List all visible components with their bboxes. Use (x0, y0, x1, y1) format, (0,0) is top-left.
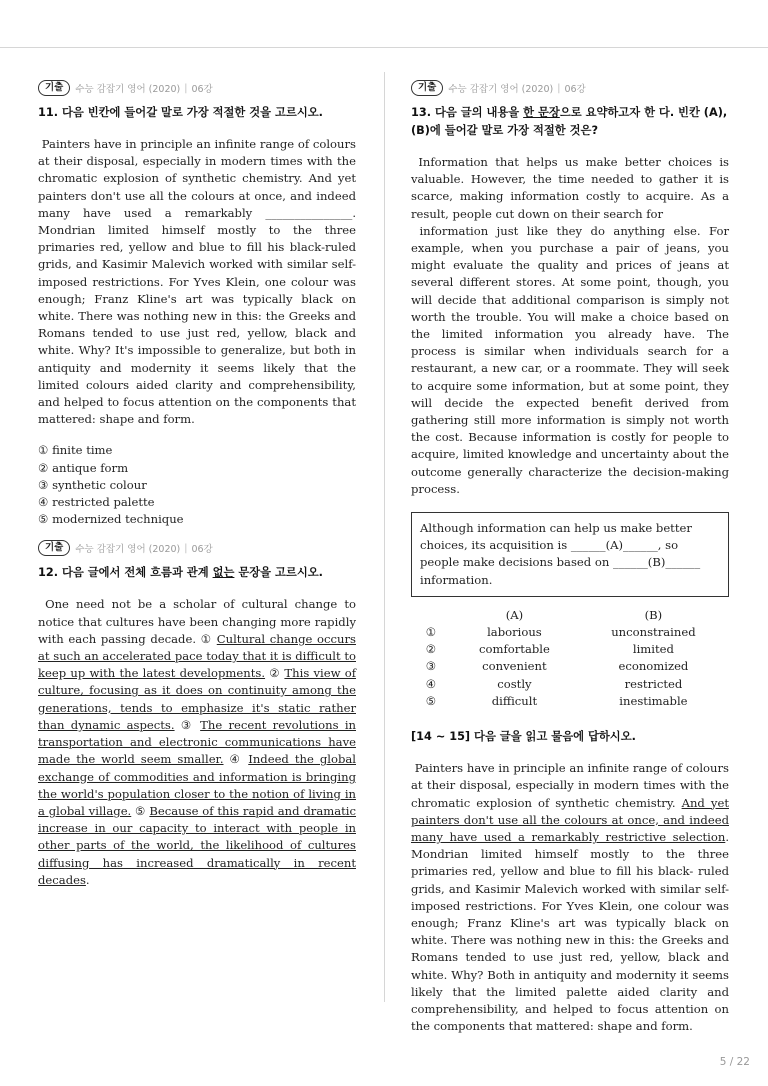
choice-3[interactable]: ③ synthetic colour (38, 477, 147, 492)
option-row[interactable]: ⑤ difficult inestimable (425, 693, 688, 708)
source-unit: 06강 (564, 84, 586, 95)
source-line (38, 540, 356, 556)
right-column (411, 80, 729, 1035)
separator: | (557, 82, 561, 94)
options-header (411, 607, 729, 624)
sentence-5: Because of this rapid and dramatic increase in our capacity to interact with people in other parts of the world, the likelihood of cultures diffusing has increased dramatically in recent decades (38, 803, 357, 887)
choice-1[interactable]: ① finite time (38, 443, 113, 458)
choice-2[interactable]: ② antique form (38, 460, 129, 475)
passage-text: Painters have in principle an infinite range of colours at their disposal, especially in modern times with the chromatic explosion of synthetic chemistry. And yet painters don't use all the colours at once, and indeed many have used a remarkably (38, 137, 356, 220)
source-book: 수능 감잡기 영어 (2020) (75, 544, 181, 556)
question-title: 12. 다음 글에서 전체 흐름과 관계 없는 문장을 고르시오. (38, 566, 323, 580)
left-column (38, 80, 356, 889)
question-title: 13. 다음 글의 내용을 한 문장으로 요약하고자 한 다. 빈칸 (A), (B)에 들어갈 말로 가장 적절한 것은? (411, 106, 728, 137)
sentence-3: The recent revolutions in transportation and electronic communications have made the world seem smaller. (38, 717, 356, 767)
sentence-marker-5: ⑤ (131, 803, 150, 818)
source-badge: 기출 (411, 80, 443, 96)
option-row[interactable]: ④ costly restricted (425, 676, 683, 691)
source-badge: 기출 (38, 80, 70, 96)
passage-text: Mondrian limited himself mostly to the three primaries red, yellow and blue to fill his black-ruled grids, and Kasimir Malevich worked with similar self-imposed restrictions. For Yves Klein, one colour was enough; Franz Kline's art was typically black on white. There was nothing new in this: the Greeks and Romans tended to use just red, yellow, black and white. Why? It's impossible to generalize, but both in antiquity and modernity it seems likely that the limited colours aided clarity and comprehensibility, and helped to focus attention on the components that mattered: shape and form. (38, 223, 356, 427)
sentence-4: Indeed the global exchange of commodities and information is bringing the world's population closer to the notion of living in a global village. (38, 752, 356, 818)
options-table (411, 607, 729, 710)
top-rule (0, 47, 768, 48)
choice-5[interactable]: ⑤ modernized technique (38, 512, 184, 527)
question-title: 11. 다음 빈칸에 들어갈 말로 가장 적절한 것을 고르시오. (38, 106, 323, 119)
sentence-1: Cultural change occurs at such an accelerated pace today that it is difficult to keep up with the latest developments. (38, 631, 356, 681)
question-11 (38, 80, 356, 528)
question-12 (38, 540, 356, 888)
option-row[interactable]: ① laborious unconstrained (425, 625, 696, 640)
column-b-header: (B) (644, 607, 663, 622)
source-unit: 06강 (191, 544, 213, 556)
source-unit: 06강 (191, 84, 213, 95)
choice-4[interactable]: ④ restricted palette (38, 495, 155, 510)
source-book: 수능 감잡기 영어 (2020) (75, 84, 181, 95)
question-13 (411, 80, 729, 710)
column-a-header: (A) (505, 607, 524, 622)
source-badge: 기출 (38, 540, 70, 556)
source-book: 수능 감잡기 영어 (2020) (448, 84, 554, 95)
passage: Information that helps us make better choices is valuable. However, the time needed to gather it is scarce, making information costly to acquire. As a result, people cut down on their search for information just like they do anything else. For example, when you purchase a pair of jeans, you might evaluate the quality and prices of jeans at several different stores. At some point, though, you will decide that additional comparison is simply not worth the trouble. You will make a choice based on the limited information you already have. The process is similar when individuals search for a restaurant, a new car, or a roommate. They will seek to acquire some information, but at some point, they will decide the expected benefit derived from gathering still more information is simply not worth the cost. Because information is costly for people to acquire, limited knowledge and uncertainty about the outcome generally characterize the decision-making process. (411, 155, 729, 496)
blank: _______________. (265, 205, 356, 220)
source-line (38, 80, 356, 96)
option-row[interactable]: ② comfortable limited (425, 642, 674, 657)
passage: Painters have in principle an infinite range of colours at their disposal, especially in modern times with the chromatic explosion of synthetic chemistry. And yet painters don't use all the colours at once, and indeed many have used a remarkably restrictive selection. Mondrian limited himself mostly to the three primaries red, yellow and blue to fill his black- ruled grids, and Kasimir Malevich worked with similar self- imposed restrictions. For Yves Klein, one colour was enough; Franz Kline's art was typically black on white. There was nothing new in this: the Greeks and Romans tended to use just red, yellow, black and white. Why? Both in antiquity and modernity it seems likely that the limited palette aided clarity and comprehensibility, and helped to focus attention on the components that mattered: shape and form. (411, 761, 729, 1034)
choices (38, 442, 356, 528)
passage: One need not be a scholar of cultural change to notice that cultures have been changing more rapidly with each passing decade. ① Cultural change occurs at such an accelerated pace today that it is difficult to keep up with the latest developments. ② This view of culture, focusing as it does on continuity among the generations, tends to emphasize it's static rather than dynamic aspects. ③ The recent revolutions in transportation and electronic communications have made the world seem smaller. ④ Indeed the global exchange of commodities and information is bringing the world's population closer to the notion of living in a global village. ⑤ Because of this rapid and dramatic increase in our capacity to interact with people in other parts of the world, the likelihood of cultures diffusing has increased dramatically in recent decades. (38, 597, 357, 887)
sentence-marker-1: ① (200, 631, 217, 646)
separator: | (184, 82, 188, 94)
source-line (411, 80, 729, 96)
underlined-sentence: And yet painters don't use all the colours at once, and indeed many have used a remarkably restrictive selection (411, 795, 729, 844)
summary-box: Although information can help us make better choices, its acquisition is ______(A)______, so people make decisions based on ______(B)______ information. (411, 512, 729, 597)
sentence-marker-3: ③ (174, 717, 201, 732)
page-number: 5 / 22 (719, 1056, 750, 1068)
sentence-2: This view of culture, focusing as it does on continuity among the generations, tends to emphasize it's static rather than dynamic aspects. (38, 666, 357, 732)
separator: | (184, 542, 188, 554)
sentence-marker-4: ④ (223, 752, 249, 767)
question-14-15 (411, 728, 729, 1035)
sentence-marker-2: ② (265, 666, 285, 681)
passage (38, 136, 356, 428)
column-divider (384, 72, 385, 1002)
question-title: [14 ~ 15] 다음 글을 읽고 물음에 답하시오. (411, 730, 636, 744)
option-row[interactable]: ③ convenient economized (425, 659, 689, 674)
